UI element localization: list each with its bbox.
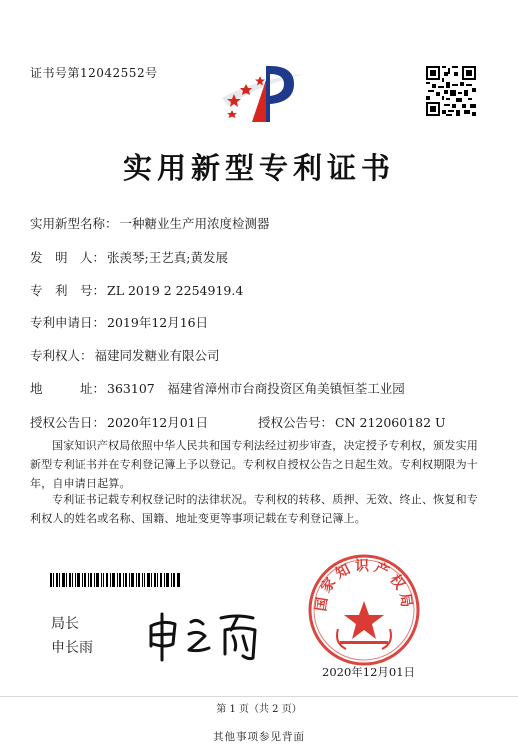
field-label: 发 明 人：	[30, 250, 106, 265]
qr-code	[426, 66, 476, 116]
footer-note: 其他事项参见背面	[213, 731, 305, 743]
field-value: 张羡琴;王艺真;黄发展	[107, 250, 228, 265]
field-value: 2019年12月16日	[107, 315, 209, 330]
field-address	[30, 379, 405, 397]
handwritten-signature	[145, 604, 260, 664]
cnipa-logo	[222, 60, 306, 126]
seal-text: 国家知识产权局	[313, 558, 415, 613]
field-label: 授权公告号：	[258, 415, 334, 430]
director-name: 申长雨	[51, 640, 93, 656]
field-value: 福建同发糖业有限公司	[94, 348, 220, 363]
document-title: 实用新型专利证书	[122, 151, 395, 185]
paragraph-grant-statement: 国家知识产权局依照中华人民共和国专利法经过初步审查，决定授予专利权，颁发实用新型专利证书并在专利登记簿上予以登记。专利权自授权公告之日起生效。专利权期限为十年，自申请日起算。	[30, 439, 478, 490]
field-value: CN 212060182 U	[335, 415, 446, 430]
seal-date: 2020年12月01日	[322, 665, 416, 679]
official-seal	[307, 553, 421, 667]
barcode	[50, 573, 180, 587]
field-grant-number	[258, 413, 446, 431]
field-patent-number	[30, 281, 243, 299]
director-title: 局长	[51, 616, 79, 632]
field-grant-date	[30, 413, 208, 431]
field-filing-date	[30, 313, 208, 331]
paragraph-legal-status: 专利证书记载专利权登记时的法律状况。专利权的转移、质押、无效、终止、恢复和专利权人的姓名或名称、国籍、地址变更等事项记载在专利登记簿上。	[30, 493, 478, 525]
field-utility-model-name	[30, 214, 270, 232]
certificate-number: 证书号第12042552号	[30, 66, 158, 80]
field-value: 363107 福建省漳州市台商投资区角美镇恒荃工业园	[107, 381, 405, 396]
field-patentee	[30, 346, 220, 364]
page-number: 第 1 页（共 2 页）	[216, 704, 302, 715]
field-value: 一种糖业生产用浓度检测器	[119, 216, 270, 231]
field-value: 2020年12月01日	[107, 415, 209, 430]
field-label: 地 址：	[30, 381, 106, 396]
field-label: 专利权人：	[30, 348, 93, 363]
field-label: 专 利 号：	[30, 283, 106, 298]
field-label: 授权公告日：	[30, 415, 106, 430]
footer-divider	[0, 696, 518, 697]
field-label: 专利申请日：	[30, 315, 106, 330]
field-inventor	[30, 248, 228, 266]
field-label: 实用新型名称：	[30, 216, 118, 231]
field-value: ZL 2019 2 2254919.4	[107, 283, 244, 298]
